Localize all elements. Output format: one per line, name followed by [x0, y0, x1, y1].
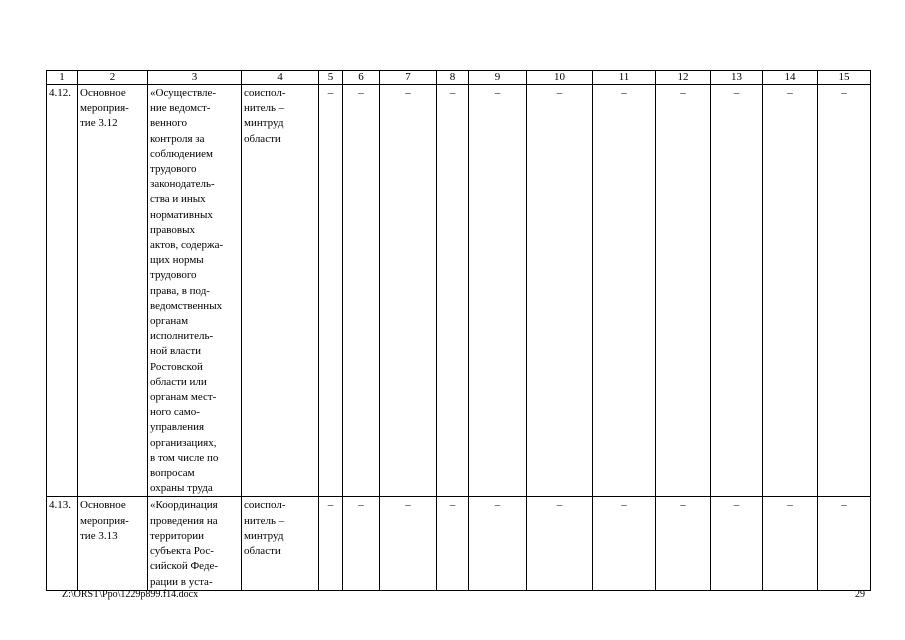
column-header: 2 — [78, 71, 148, 85]
column-header: 9 — [469, 71, 527, 85]
column-header: 12 — [656, 71, 711, 85]
value-cell: – — [593, 85, 656, 497]
value-cell: – — [437, 85, 469, 497]
value-cell: – — [763, 85, 818, 497]
column-header: 11 — [593, 71, 656, 85]
activity-description: «Осуществле- ние ведомст- венного контроля за соблюдением трудового законодатель- ства и иных нормативных правовых актов, содержа- щих нормы трудового права, в под- ведомственных органам исполнитель- ной власти Ростовской области или органам мест- ного само- управления организациях, в том числе по вопросам охраны труда — [148, 85, 242, 497]
column-header: 3 — [148, 71, 242, 85]
value-cell: – — [711, 85, 763, 497]
footer-file-path: Z:\ORST\Ppo\1229p899.f14.docx — [62, 589, 199, 600]
column-header: 8 — [437, 71, 469, 85]
column-header: 6 — [343, 71, 380, 85]
value-cell: – — [319, 85, 343, 497]
page-number: 29 — [855, 589, 865, 600]
value-cell: – — [343, 497, 380, 590]
table-row — [47, 497, 871, 590]
value-cell: – — [656, 85, 711, 497]
value-cell: – — [818, 497, 871, 590]
row-number: 4.13. — [47, 497, 78, 590]
value-cell: – — [711, 497, 763, 590]
value-cell: – — [343, 85, 380, 497]
executor: соиспол- нитель – минтруд области — [242, 85, 319, 497]
value-cell: – — [319, 497, 343, 590]
column-header: 15 — [818, 71, 871, 85]
activity-description: «Координация проведения на территории субъекта Рос- сийской Феде- рации в уста- — [148, 497, 242, 590]
column-header: 7 — [380, 71, 437, 85]
row-number: 4.12. — [47, 85, 78, 497]
value-cell: – — [437, 497, 469, 590]
value-cell: – — [380, 85, 437, 497]
column-header: 13 — [711, 71, 763, 85]
value-cell: – — [656, 497, 711, 590]
column-header: 14 — [763, 71, 818, 85]
column-header: 5 — [319, 71, 343, 85]
table-row — [47, 85, 871, 497]
column-header: 4 — [242, 71, 319, 85]
value-cell: – — [763, 497, 818, 590]
activity-name: Основное мероприя- тие 3.13 — [78, 497, 148, 590]
column-header: 10 — [527, 71, 593, 85]
value-cell: – — [527, 497, 593, 590]
value-cell: – — [380, 497, 437, 590]
value-cell: – — [818, 85, 871, 497]
value-cell: – — [469, 85, 527, 497]
column-header: 1 — [47, 71, 78, 85]
value-cell: – — [527, 85, 593, 497]
table-header-row — [47, 71, 871, 85]
program-table — [46, 70, 871, 591]
executor: соиспол- нитель – минтруд области — [242, 497, 319, 590]
value-cell: – — [469, 497, 527, 590]
value-cell: – — [593, 497, 656, 590]
activity-name: Основное мероприя- тие 3.12 — [78, 85, 148, 497]
